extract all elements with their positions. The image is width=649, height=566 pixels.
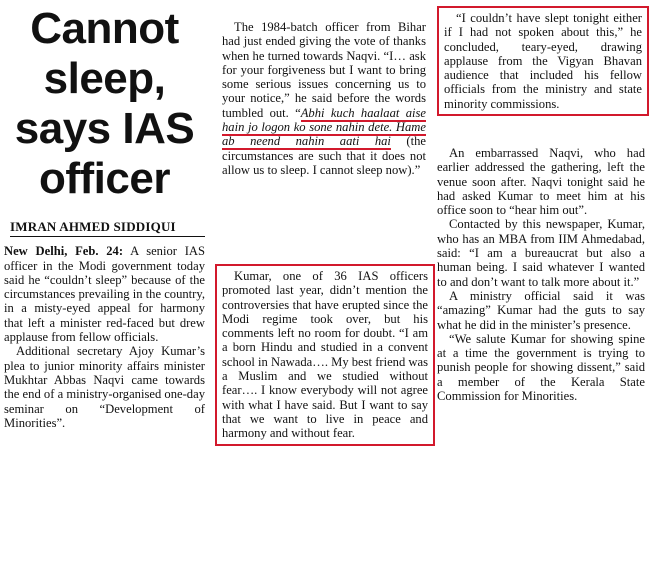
paragraph-ministry-official: A ministry official said it was “amazing” Kumar had the guts to say what he did in the minister’s presence. — [437, 288, 645, 332]
column-3 — [437, 146, 645, 403]
paragraph-vote-of-thanks — [222, 20, 426, 177]
hindi-quote-underlined: Abhi kuch haalaat aise hain jo logon ko sone nahin dete. Hame ab neend nahin aati hai — [222, 105, 426, 149]
paragraph-contacted: Contacted by this newspaper, Kumar, who has an MBA from IIM Ahmedabad, said: “I am a bureaucrat but also a human being. I said whatever I wanted to and don’t want to talk more about it.” — [437, 217, 645, 289]
highlight-box-kumar-quote — [215, 264, 435, 446]
paragraph-kumar-quote: Kumar, one of 36 IAS officers promoted last year, didn’t mention the controversies that have erupted since the Modi regime took over, but his comments left no room for doubt. “I am a born Hindu and studied in a convent school in Nawada…. My best friend was a Muslim and we studied without fear…. I know everybody will not agree with what I have said. But I want to say that we want to live in peace and harmony and without fear. — [222, 269, 429, 441]
lead-paragraph — [4, 244, 205, 344]
paragraph-plea: Additional secretary Ajoy Kumar’s plea to junior minority affairs minister Mukhtar Abbas Naqvi came towards the end of a ministry-organised one-day seminar on “Development of Minorities”. — [4, 344, 205, 430]
column-2 — [222, 20, 426, 177]
quote-lead-in: The 1984-batch officer from Bihar had just ended giving the vote of thanks when he turned towards Naqvi. “I… ask for your forgiveness but I want to bring some serious issues concerning us to your notice,” he said before the words tumbled out. “ — [222, 20, 426, 120]
column-1 — [4, 0, 205, 430]
paragraph-kerala: “We salute Kumar for showing spine at a time the government is trying to punish people for showing dissent,” said a member of the Kerala State Commission for Minorities. — [437, 331, 645, 404]
byline: IMRAN AHMED SIDDIQUI — [10, 220, 205, 237]
quote-translation: (the circumstances are such that it does not allow us to sleep. I cannot sleep now).” — [222, 134, 426, 177]
headline: Cannot sleep, says IAS officer — [14, 4, 195, 203]
paragraph-naqvi: An embarrassed Naqvi, who had earlier addressed the gathering, left the venue soon after. Naqvi tonight said he had asked Kumar to meet him at his office soon to “hear him out”. — [437, 146, 645, 218]
lead-text: A senior IAS officer in the Modi government today said he “couldn’t sleep” because of the circumstances prevailing in the country, in a misty-eyed appeal for harmony that left a minister red-faced but drew applause from fellow officials. — [4, 244, 205, 345]
paragraph-closing-quote: “I couldn’t have slept tonight either if I had not spoken about this,” he concluded, teary-eyed, drawing applause from the Vigyan Bhavan audience that included his fellow officials from the ministry and state minority commissions. — [444, 11, 642, 111]
dateline: New Delhi, Feb. 24: — [4, 244, 124, 259]
highlight-box-closing-quote — [437, 6, 649, 116]
